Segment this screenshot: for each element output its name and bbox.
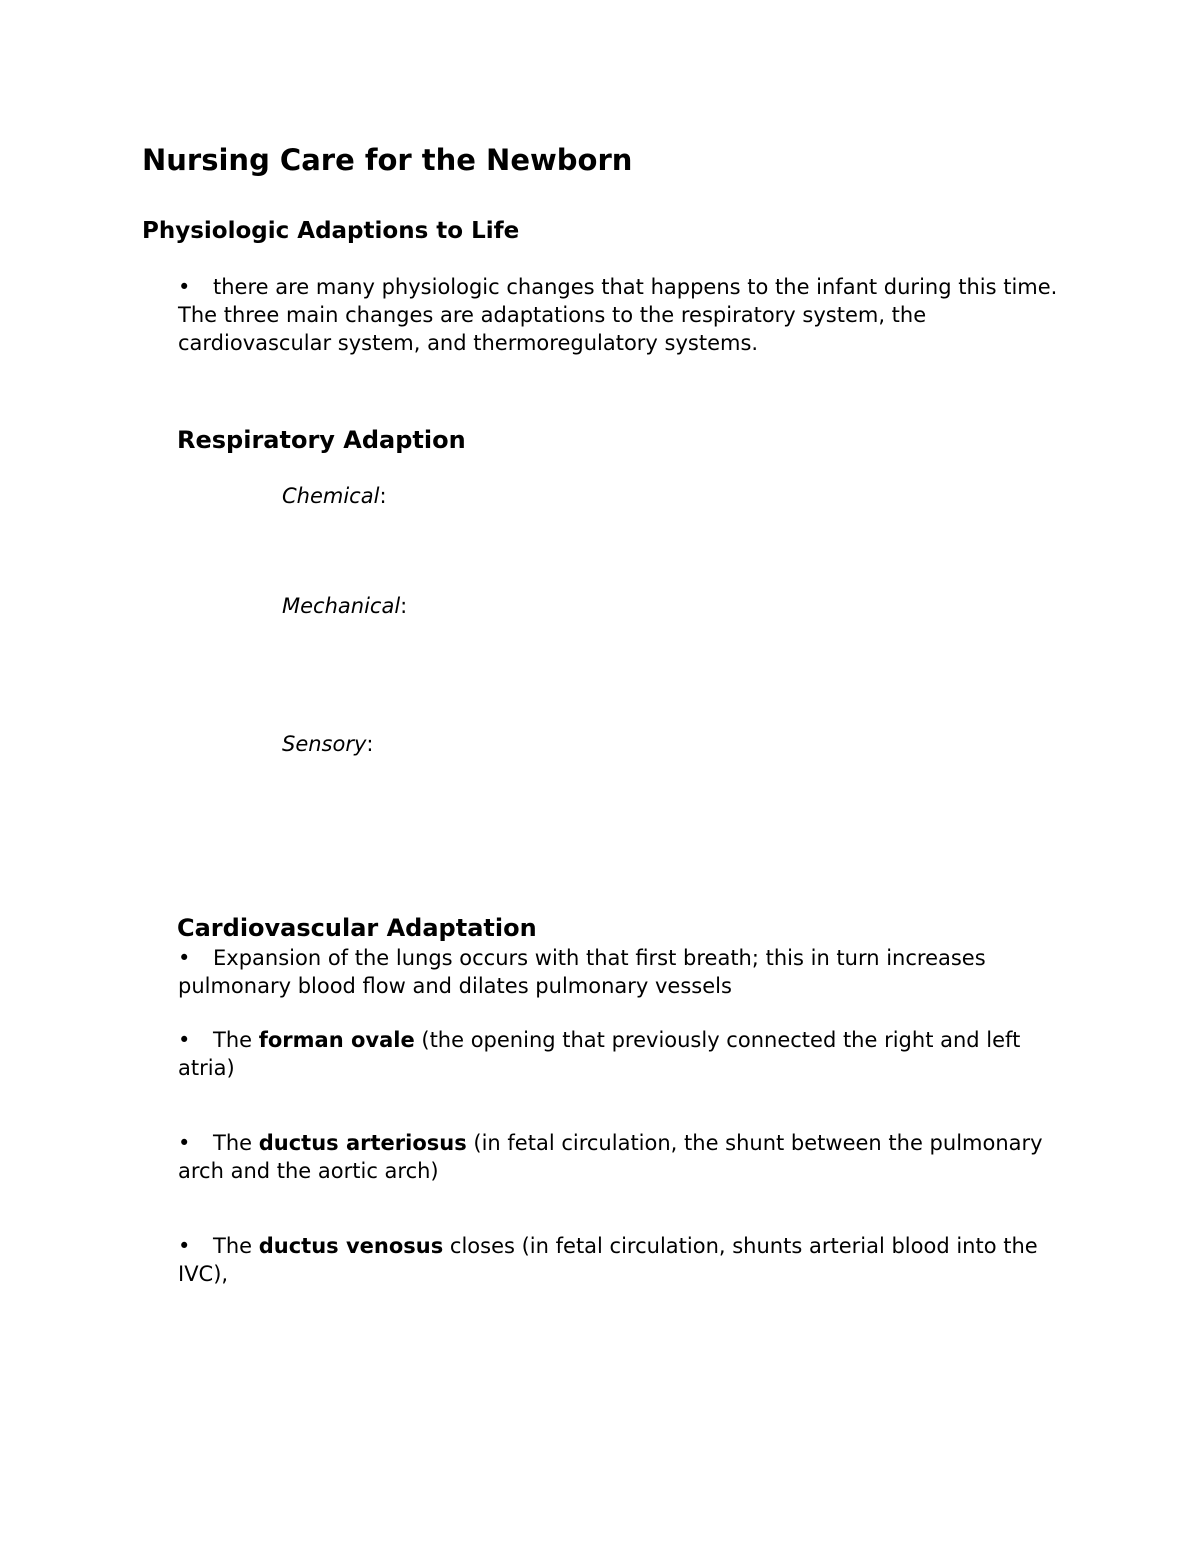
label-chemical: Chemical:: [282, 484, 387, 508]
label-mechanical: Mechanical:: [282, 594, 408, 618]
bullet-lung-expansion: • Expansion of the lungs occurs with that first breath; this in turn increases pulmonary blood flow and dilates pulmonary vessels: [178, 946, 986, 998]
bullet-symbol: •: [178, 1028, 191, 1052]
section-heading-physiologic: Physiologic Adaptions to Life: [142, 218, 520, 244]
bullet-symbol: •: [178, 946, 191, 970]
bullet-symbol: •: [178, 1234, 191, 1258]
bullet-text: there are many physiologic changes that happens to the infant during this time. The three main changes are adaptations to the respiratory system, the cardiovascular system, and thermoregulatory systems.: [178, 275, 1058, 355]
page-title: Nursing Care for the Newborn: [142, 143, 633, 177]
label-sensory: Sensory:: [282, 732, 374, 756]
bullet-ductus-venosus: • The ductus venosus closes (in fetal circulation, shunts arterial blood into the IVC),: [178, 1234, 1038, 1286]
bullet-symbol: •: [178, 275, 191, 299]
section-heading-respiratory: Respiratory Adaption: [177, 426, 466, 454]
bullet-physiologic: [178, 273, 1058, 357]
bullet-ductus-arteriosus: • The ductus arteriosus (in fetal circulation, the shunt between the pulmonary arch and the aortic arch): [178, 1131, 1043, 1183]
bullet-forman-ovale: • The forman ovale (the opening that previously connected the right and left atria): [178, 1028, 1021, 1080]
section-heading-cardiovascular: Cardiovascular Adaptation: [177, 914, 537, 942]
bullet-symbol: •: [178, 1131, 191, 1155]
